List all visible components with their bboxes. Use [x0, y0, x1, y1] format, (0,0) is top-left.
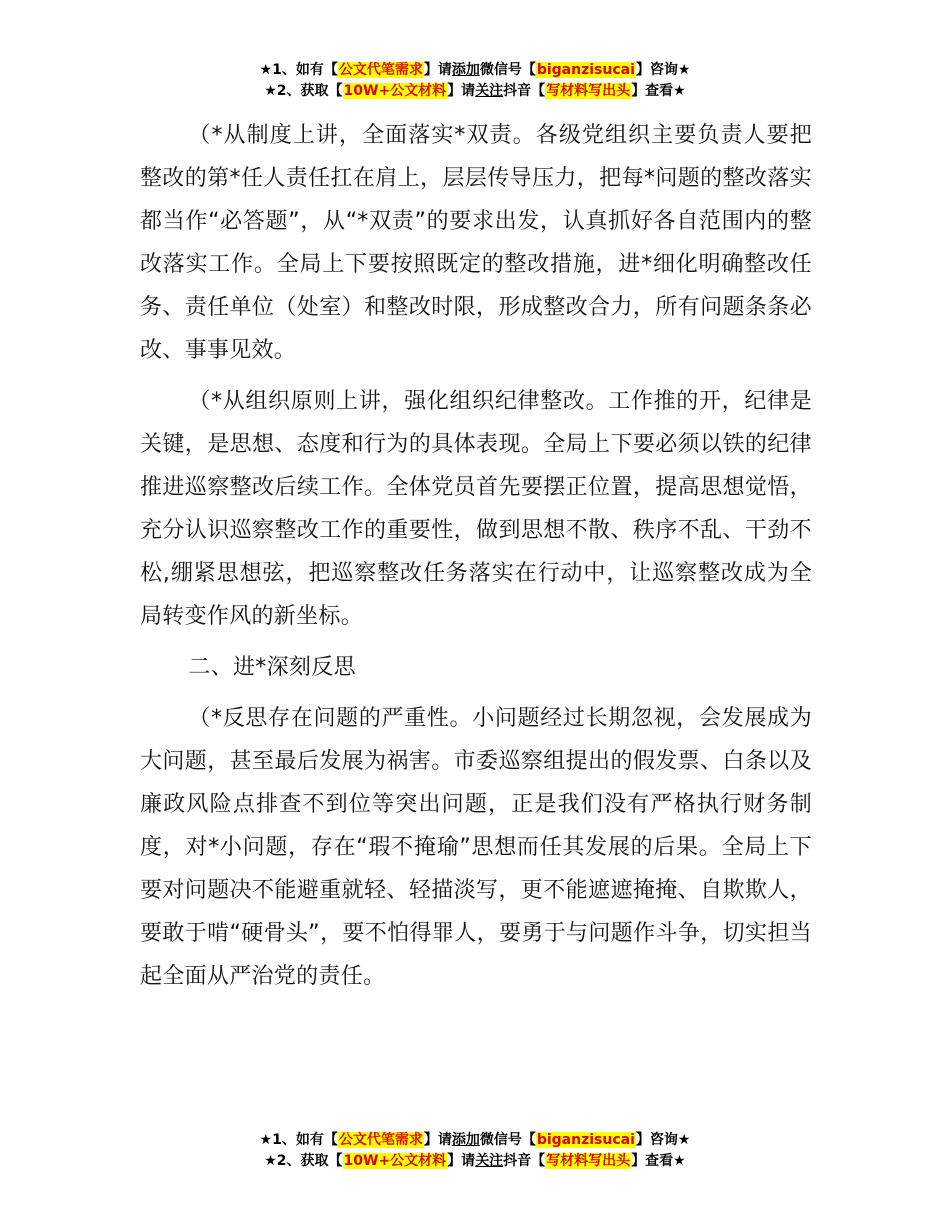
banner-highlight-wechat-id: biganzisucai — [536, 1132, 635, 1148]
paragraph-system-responsibility: （*从制度上讲，全面落实*双责。各级党组织主要负责人要把整改的第*任人责任扛在肩上，层层传导压力，把每*问题的整改落实都当作“必答题”，从“*双责”的要求出发，认真抓好各自范围内的整改落实工作。全局上下要按照既定的整改措施，进*细化明确整改任务、责任单位（处室）和整改时限，形成整改合力，所有问题条条必改、事事见效。 — [140, 123, 812, 363]
section-heading-reflection: 二、进*深刻反思 — [188, 655, 356, 680]
banner-highlight-materials: 10W+公文材料 — [343, 83, 447, 99]
banner-highlight-service: 公文代笔需求 — [338, 1132, 423, 1148]
banner-text: 微信号【 — [479, 62, 536, 78]
banner-text: 】请 — [447, 1153, 476, 1169]
banner-text: 微信号【 — [479, 1132, 536, 1148]
banner-underlined-text: 添加 — [451, 62, 480, 78]
banner-text: 抖音【 — [503, 1153, 546, 1169]
banner-highlight-materials: 10W+公文材料 — [343, 1153, 447, 1169]
banner-line-2 — [0, 81, 950, 102]
banner-line-1 — [0, 60, 950, 81]
banner-underlined-text: 关注 — [475, 83, 504, 99]
footer-banner — [0, 1130, 950, 1172]
banner-underlined-text: 关注 — [475, 1153, 504, 1169]
banner-text: ★2、获取【 — [264, 1153, 343, 1169]
banner-text: 抖音【 — [503, 83, 546, 99]
banner-text: ★2、获取【 — [264, 83, 343, 99]
banner-highlight-service: 公文代笔需求 — [338, 62, 423, 78]
banner-text: 】查看★ — [631, 83, 686, 99]
banner-text: ★1、如有【 — [259, 1132, 338, 1148]
document-body — [140, 114, 812, 1006]
header-banner — [0, 60, 950, 102]
banner-highlight-douyin-account: 写材料写出头 — [546, 83, 631, 99]
banner-highlight-douyin-account: 写材料写出头 — [546, 1153, 631, 1169]
banner-line-2 — [0, 1151, 950, 1172]
banner-text: 】请 — [423, 1132, 452, 1148]
banner-text: 】请 — [447, 83, 476, 99]
banner-underlined-text: 添加 — [451, 1132, 480, 1148]
paragraph-problem-severity: （*反思存在问题的严重性。小问题经过长期忽视，会发展成为大问题，甚至最后发展为祸害。市委巡察组提出的假发票、白条以及廉政风险点排查不到位等突出问题，正是我们没有严格执行财务制度，对*小问题，存在“瑕不掩瑜”思想而任其发展的后果。全局上下要对问题决不能避重就轻、轻描淡写，更不能遮遮掩掩、自欺欺人，要敢于啃“硬骨头”，要不怕得罪人，要勇于与问题作斗争，切实担当起全面从严治党的责任。 — [140, 706, 812, 989]
banner-text: 】咨询★ — [635, 1132, 691, 1148]
banner-text: 】咨询★ — [635, 62, 691, 78]
banner-text: ★1、如有【 — [259, 62, 338, 78]
banner-line-1 — [0, 1130, 950, 1151]
banner-highlight-wechat-id: biganzisucai — [536, 62, 635, 78]
paragraph-organizational-discipline: （*从组织原则上讲，强化组织纪律整改。工作推的开，纪律是关键，是思想、态度和行为的具体表现。全局上下要必须以铁的纪律推进巡察整改后续工作。全体党员首先要摆正位置，提高思想觉悟，充分认识巡察整改工作的重要性，做到思想不散、秩序不乱、干劲不松,绷紧思想弦，把巡察整改任务落实在行动中，让巡察整改成为全局转变作风的新坐标。 — [140, 389, 812, 629]
banner-text: 】请 — [423, 62, 452, 78]
banner-text: 】查看★ — [631, 1153, 686, 1169]
